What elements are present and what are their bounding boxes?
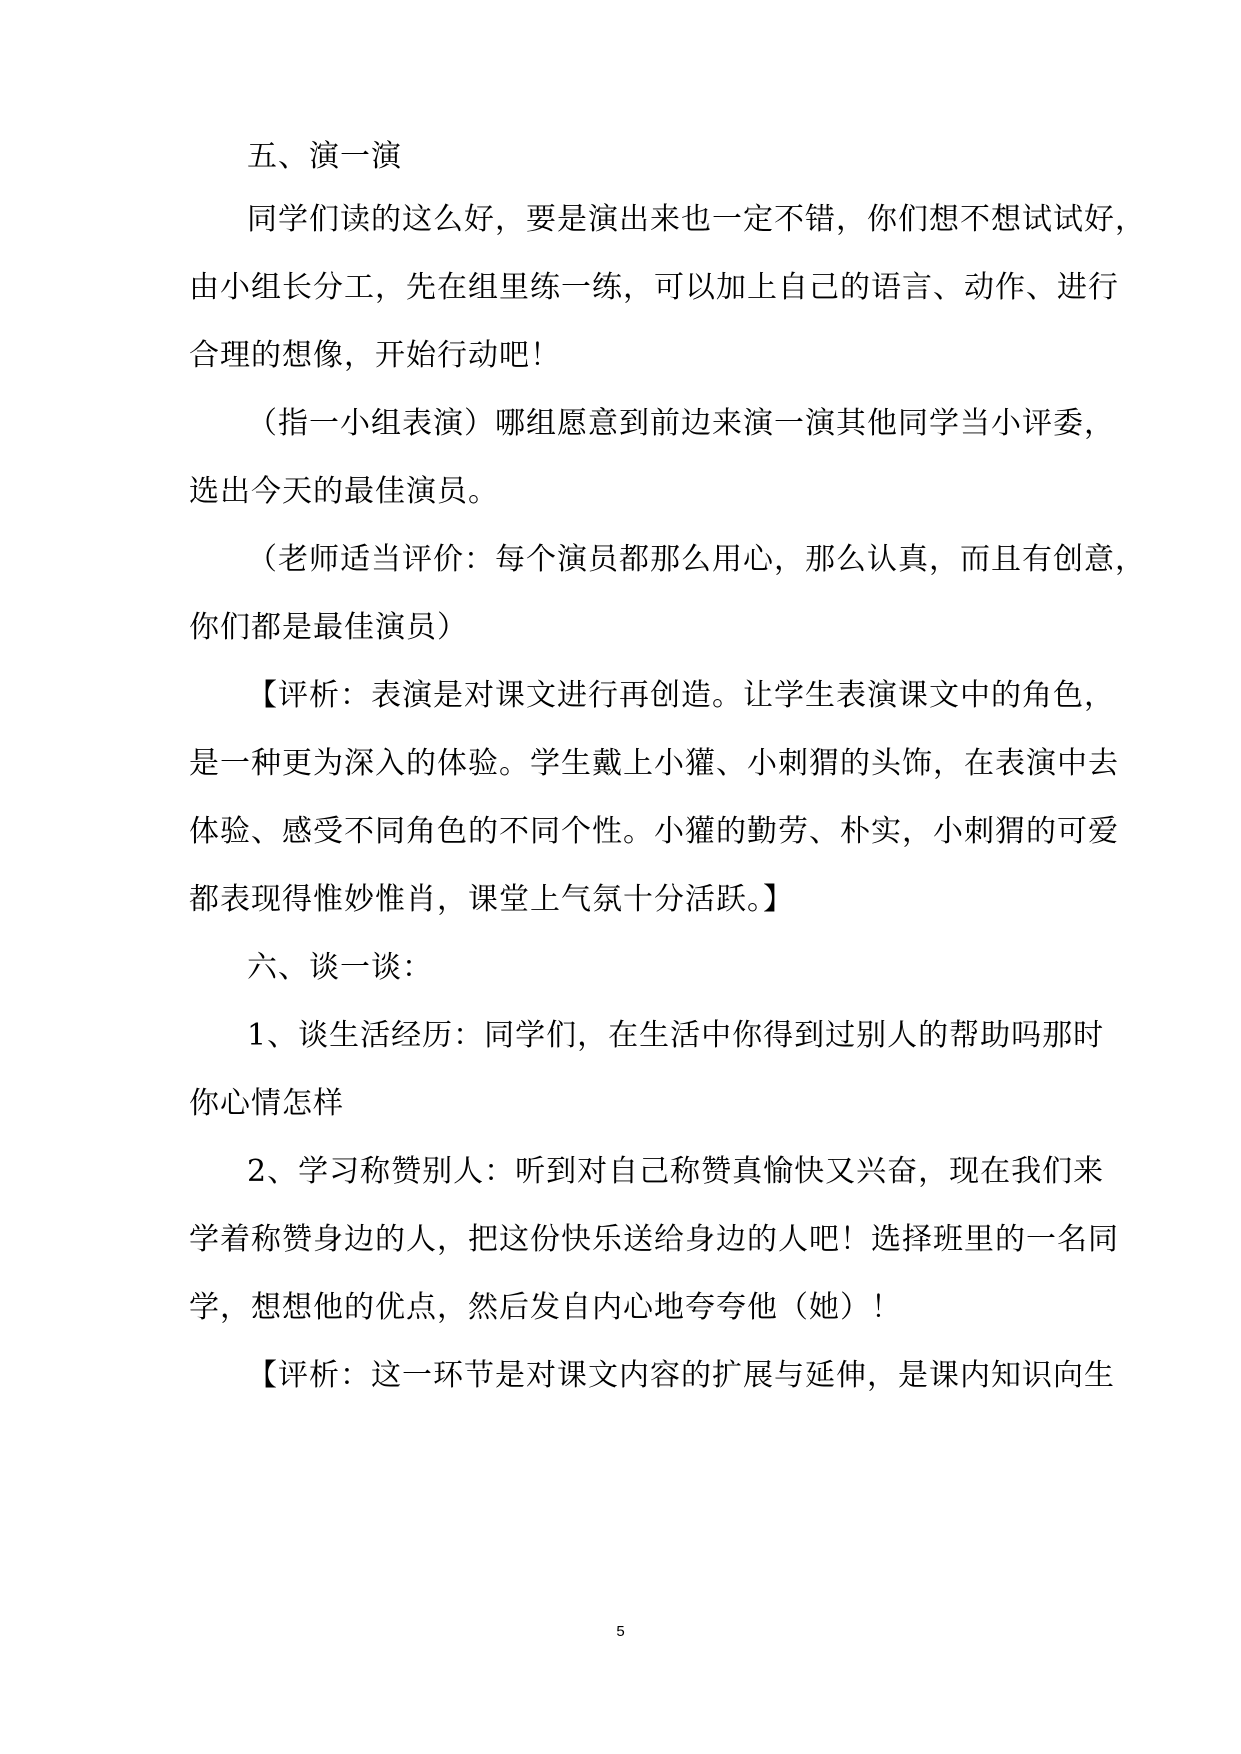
commentary-line: 都表现得惟妙惟肖，课堂上气氛十分活跃。】 bbox=[189, 882, 794, 917]
paragraph-line: 学着称赞身边的人，把这份快乐送给身边的人吧！选择班里的一名同 bbox=[189, 1222, 1119, 1257]
paragraph-line: 合理的想像，开始行动吧！ bbox=[189, 338, 561, 373]
page-number: 5 bbox=[616, 1623, 625, 1640]
commentary-line: 体验、感受不同角色的不同个性。小獾的勤劳、朴实，小刺猬的可爱 bbox=[189, 814, 1119, 849]
commentary-line: 是一种更为深入的体验。学生戴上小獾、小刺猬的头饰，在表演中去 bbox=[189, 746, 1119, 781]
section-heading-six: 六、谈一谈： bbox=[247, 950, 433, 985]
section-heading-five: 五、演一演 bbox=[247, 139, 402, 174]
paragraph-line: （指一小组表演）哪组愿意到前边来演一演其他同学当小评委， bbox=[247, 406, 1115, 441]
paragraph-line: 学，想想他的优点，然后发自内心地夸夸他（她）！ bbox=[189, 1290, 902, 1325]
paragraph-line: 由小组长分工，先在组里练一练，可以加上自己的语言、动作、进行 bbox=[189, 270, 1119, 305]
paragraph-line: 选出今天的最佳演员。 bbox=[189, 474, 499, 509]
paragraph-line: 1、谈生活经历：同学们，在生活中你得到过别人的帮助吗那时 bbox=[247, 1018, 1105, 1053]
paragraph-line: 同学们读的这么好，要是演出来也一定不错，你们想不想试试好， bbox=[247, 202, 1146, 237]
commentary-line: 【评析：表演是对课文进行再创造。让学生表演课文中的角色， bbox=[247, 678, 1115, 713]
paragraph-line: （老师适当评价：每个演员都那么用心，那么认真，而且有创意， bbox=[247, 542, 1146, 577]
paragraph-line: 你们都是最佳演员） bbox=[189, 610, 468, 645]
paragraph-line: 2、学习称赞别人：听到对自己称赞真愉快又兴奋，现在我们来 bbox=[247, 1154, 1105, 1189]
paragraph-line: 你心情怎样 bbox=[189, 1086, 344, 1121]
commentary-line: 【评析：这一环节是对课文内容的扩展与延伸，是课内知识向生 bbox=[247, 1358, 1115, 1393]
